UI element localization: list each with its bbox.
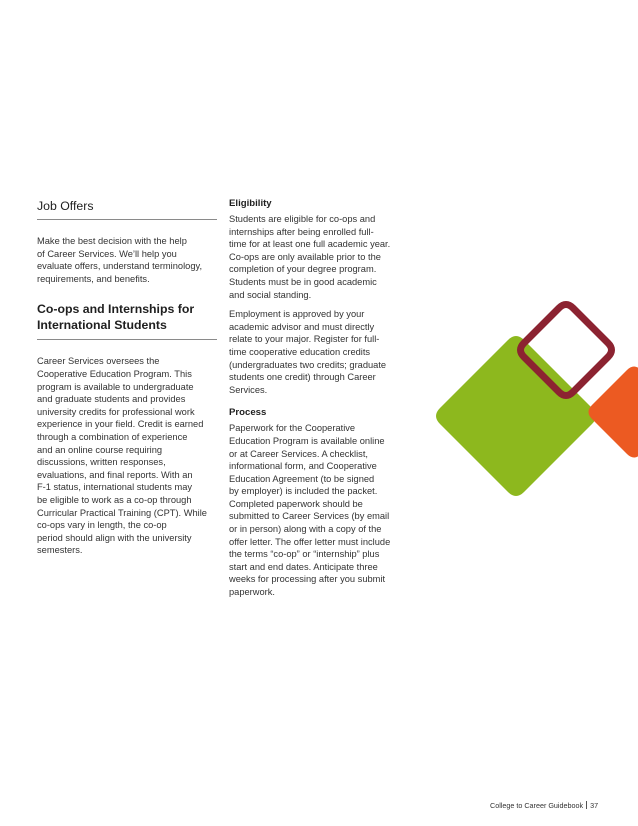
text-line: completion of your degree program.	[229, 264, 377, 275]
text-line: Cooperative Education Program. This	[37, 368, 192, 379]
text-line: or at Career Services. A checklist,	[229, 448, 368, 459]
middle-column	[229, 198, 409, 599]
maroon-diamond-outline	[521, 305, 612, 396]
text-line: Completed paperwork should be	[229, 498, 363, 509]
text-line: requirements, and benefits.	[37, 273, 150, 284]
text-line: paperwork.	[229, 587, 275, 598]
green-diamond	[436, 336, 596, 496]
page-footer	[490, 801, 598, 810]
orange-diamond	[589, 367, 638, 458]
text-line: Paperwork for the Cooperative	[229, 423, 356, 434]
text-line: through a combination of experience	[37, 431, 188, 442]
text-line: and an online course requiring	[37, 444, 163, 455]
text-line: weeks for processing after you submit	[229, 574, 386, 585]
text-line: time for at least one full academic year.	[229, 239, 391, 250]
text-line: time cooperative education credits	[229, 346, 371, 357]
text-line: submitted to Career Services (by email	[229, 511, 390, 522]
job-offers-title: Job Offers	[37, 199, 94, 213]
text-line: Students are eligible for co-ops and	[229, 214, 376, 224]
footer-title: College to Career Guidebook	[490, 801, 584, 810]
left-column	[37, 198, 217, 557]
text-line: informational form, and Cooperative	[229, 461, 377, 472]
coops-heading	[37, 301, 217, 340]
footer-separator	[586, 801, 587, 809]
job-offers-heading	[37, 198, 217, 220]
eligibility-paragraph-1	[229, 213, 409, 301]
text-line: evaluations, and final reports. With an	[37, 469, 193, 480]
text-line: and graduate students and provides	[37, 394, 186, 405]
text-line: discussions, written responses,	[37, 457, 166, 468]
eligibility-heading: Eligibility	[229, 198, 272, 209]
process-paragraph	[229, 422, 409, 598]
text-line: Services.	[229, 384, 268, 395]
text-line: (undergraduates two credits; graduate	[229, 359, 387, 370]
text-line: internships after being enrolled full-	[229, 226, 374, 237]
text-line: or in person) along with a copy of the	[229, 524, 382, 535]
coops-title-line: International Students	[37, 318, 167, 333]
text-line: co-ops vary in length, the co-op	[37, 520, 167, 531]
text-line: Education Program is available online	[229, 435, 385, 446]
text-line: be eligible to work as a co-op through	[37, 494, 192, 505]
job-offers-paragraph	[37, 235, 217, 285]
text-line: evaluate offers, understand terminology,	[37, 261, 203, 272]
text-line: program is available to undergraduate	[37, 381, 194, 392]
text-line: Students must be in good academic	[229, 276, 377, 287]
eligibility-paragraph-2	[229, 308, 409, 396]
text-line: students one credit) through Career	[229, 372, 376, 383]
text-line: experience in your field. Credit is earned	[37, 419, 204, 430]
text-line: period should align with the university	[37, 532, 192, 543]
text-line: start and end dates. Anticipate three	[229, 561, 378, 572]
text-line: Curricular Practical Training (CPT). While	[37, 507, 207, 518]
text-line: by employer) is included the packet.	[229, 486, 378, 497]
text-line: Career Services oversees the	[37, 356, 160, 367]
process-heading: Process	[229, 407, 267, 419]
text-line: Education Agreement (to be signed	[229, 473, 375, 484]
text-line: offer letter. The offer letter must include	[229, 536, 391, 547]
text-line: Employment is approved by your	[229, 309, 365, 320]
text-line: the terms “co-op” or “internship” plus	[229, 549, 380, 560]
text-line: university credits for professional work	[37, 406, 195, 417]
coops-title-line: Co-ops and Internships for	[37, 302, 195, 317]
text-line: relate to your major. Register for full-	[229, 334, 380, 345]
text-line: and social standing.	[229, 289, 312, 300]
text-line: academic advisor and must directly	[229, 321, 375, 332]
text-line: of Career Services. We’ll help you	[37, 248, 177, 259]
page-number: 37	[590, 801, 599, 810]
text-line: semesters.	[37, 545, 83, 556]
text-line: Co-ops are only available prior to the	[229, 251, 381, 262]
text-line: F-1 status, international students may	[37, 482, 193, 493]
coops-paragraph	[37, 355, 217, 557]
text-line: Make the best decision with the help	[37, 236, 187, 246]
